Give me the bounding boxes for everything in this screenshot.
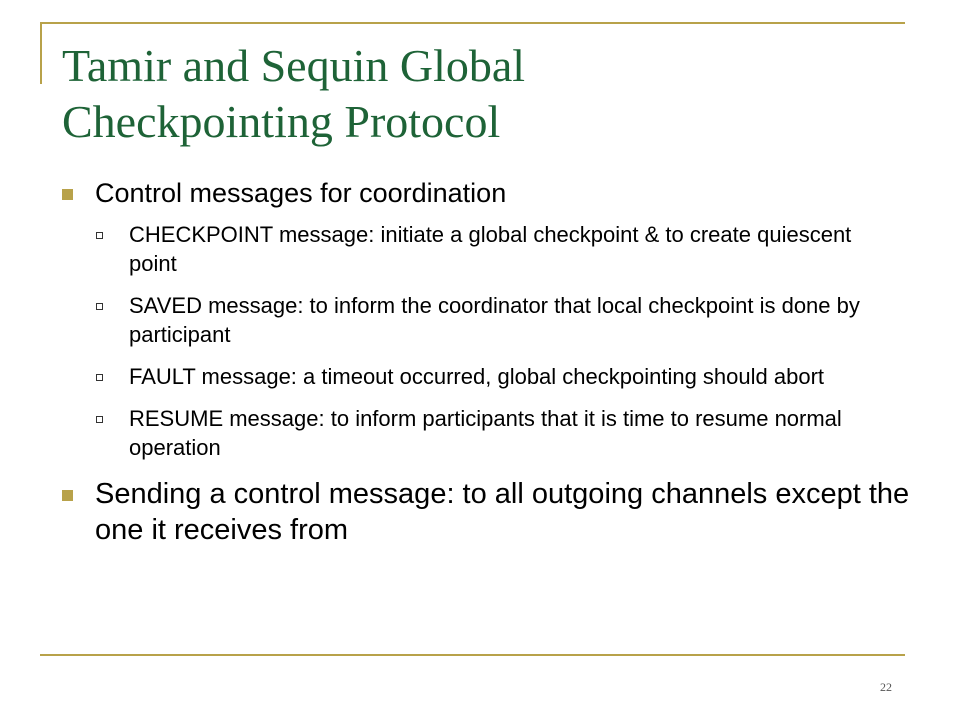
sub-bullet-text: SAVED message: to inform the coordinator that local checkpoint is done by participant: [129, 293, 860, 347]
sub-bullet-text: RESUME message: to inform participants that it is time to resume normal operation: [129, 406, 842, 460]
bullet-text: Control messages for coordination: [95, 178, 507, 208]
hollow-square-bullet-icon: [96, 416, 103, 423]
sub-bullet-resume: [62, 404, 922, 462]
slide-title: [62, 38, 902, 150]
hollow-square-bullet-icon: [96, 303, 103, 310]
sub-bullet-checkpoint: [62, 220, 922, 278]
slide-body: [62, 176, 922, 558]
title-line-2: Checkpointing Protocol: [62, 96, 501, 147]
sub-bullet-saved: [62, 291, 922, 349]
square-bullet-icon: [62, 490, 73, 501]
bottom-rule: [40, 654, 905, 656]
sub-bullet-text: CHECKPOINT message: initiate a global checkpoint & to create quiescent point: [129, 222, 852, 276]
sub-bullet-fault: [62, 362, 922, 391]
page-number: 22: [880, 680, 892, 694]
bullet-control-messages: [62, 176, 922, 210]
square-bullet-icon: [62, 189, 73, 200]
hollow-square-bullet-icon: [96, 374, 103, 381]
bullet-sending-control-message: [62, 476, 922, 548]
left-rule: [40, 22, 42, 84]
sub-bullet-text: FAULT message: a timeout occurred, global checkpointing should abort: [129, 364, 825, 389]
title-line-1: Tamir and Sequin Global: [62, 40, 526, 91]
bullet-text: Sending a control message: to all outgoing channels except the one it receives from: [95, 478, 910, 546]
hollow-square-bullet-icon: [96, 232, 103, 239]
top-rule: [40, 22, 905, 24]
